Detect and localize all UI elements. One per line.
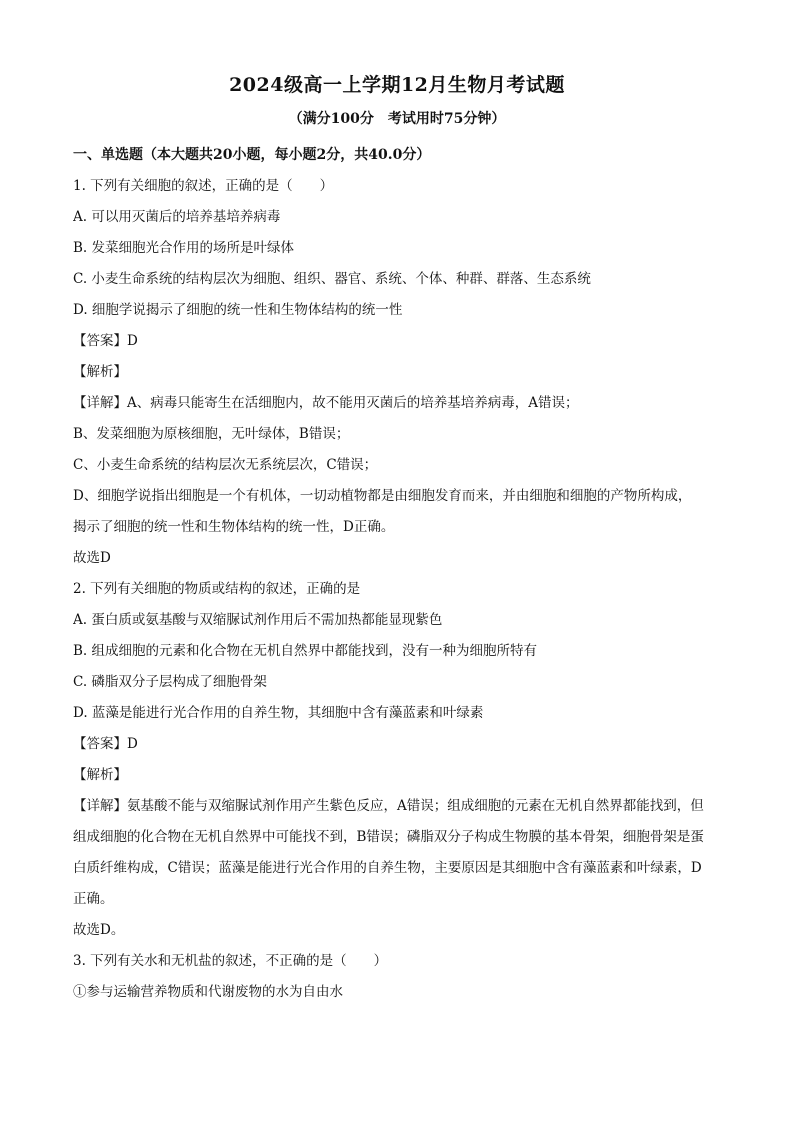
question-2-stem: 2. 下列有关细胞的物质或结构的叙述，正确的是 bbox=[73, 581, 361, 597]
question-3-statement-1: ①参与运输营养物质和代谢废物的水为自由水 bbox=[73, 984, 343, 1000]
page-subtitle: （满分100分 考试用时75分钟） bbox=[288, 111, 506, 127]
question-2-detail-line: 组成细胞的化合物在无机自然界中可能找不到，B错误；磷脂双分子构成生物膜的基本骨架，细胞骨架是蛋 bbox=[73, 829, 704, 845]
question-1-stem: 1. 下列有关细胞的叙述，正确的是（ ） bbox=[73, 178, 334, 194]
question-2-option-c: C. 磷脂双分子层构成了细胞骨架 bbox=[73, 674, 267, 690]
question-2-detail-line: 白质纤维构成，C错误；蓝藻是能进行光合作用的自养生物，主要原因是其细胞中含有藻蓝素和叶绿素，D bbox=[73, 860, 702, 876]
question-2-option-b: B. 组成细胞的元素和化合物在无机自然界中都能找到，没有一种为细胞所特有 bbox=[73, 643, 538, 659]
question-1-option-d: D. 细胞学说揭示了细胞的统一性和生物体结构的统一性 bbox=[73, 302, 403, 318]
question-1-option-c: C. 小麦生命系统的结构层次为细胞、组织、器官、系统、个体、种群、群落、生态系统 bbox=[73, 271, 591, 287]
question-2-option-a: A. 蛋白质或氨基酸与双缩脲试剂作用后不需加热都能显现紫色 bbox=[73, 612, 443, 628]
question-3-stem: 3. 下列有关水和无机盐的叙述，不正确的是（ ） bbox=[73, 953, 388, 969]
question-1-detail-line: 揭示了细胞的统一性和生物体结构的统一性，D正确。 bbox=[73, 519, 395, 535]
question-1-conclusion: 故选D bbox=[73, 550, 111, 566]
section-heading: 一、单选题（本大题共20小题，每小题2分，共40.0分） bbox=[73, 147, 431, 163]
question-2-detail-line: 【详解】氨基酸不能与双缩脲试剂作用产生紫色反应，A错误；组成细胞的元素在无机自然界都能找到，但 bbox=[73, 798, 704, 814]
question-1-detail-line: D、细胞学说指出细胞是一个有机体，一切动植物都是由细胞发育而来，并由细胞和细胞的产物所构成， bbox=[73, 488, 692, 504]
question-2-detail-line: 正确。 bbox=[73, 891, 114, 907]
question-2-option-d: D. 蓝藻是能进行光合作用的自养生物，其细胞中含有藻蓝素和叶绿素 bbox=[73, 705, 484, 721]
question-1-answer: 【答案】D bbox=[73, 333, 138, 349]
question-2-answer: 【答案】D bbox=[73, 736, 138, 752]
question-1-detail-line: 【详解】A、病毒只能寄生在活细胞内，故不能用灭菌后的培养基培养病毒，A错误； bbox=[73, 395, 579, 411]
document-body bbox=[73, 140, 723, 1008]
question-1-detail-line: C、小麦生命系统的结构层次无系统层次，C错误； bbox=[73, 457, 378, 473]
page-title: 2024级高一上学期12月生物月考试题 bbox=[229, 74, 565, 96]
question-1-option-b: B. 发菜细胞光合作用的场所是叶绿体 bbox=[73, 240, 295, 256]
question-1-analysis-label: 【解析】 bbox=[73, 364, 127, 380]
question-2-conclusion: 故选D。 bbox=[73, 922, 125, 938]
question-1-option-a: A. 可以用灭菌后的培养基培养病毒 bbox=[73, 209, 281, 225]
question-1-detail-line: B、发菜细胞为原核细胞，无叶绿体，B错误； bbox=[73, 426, 350, 442]
question-2-analysis-label: 【解析】 bbox=[73, 767, 127, 783]
